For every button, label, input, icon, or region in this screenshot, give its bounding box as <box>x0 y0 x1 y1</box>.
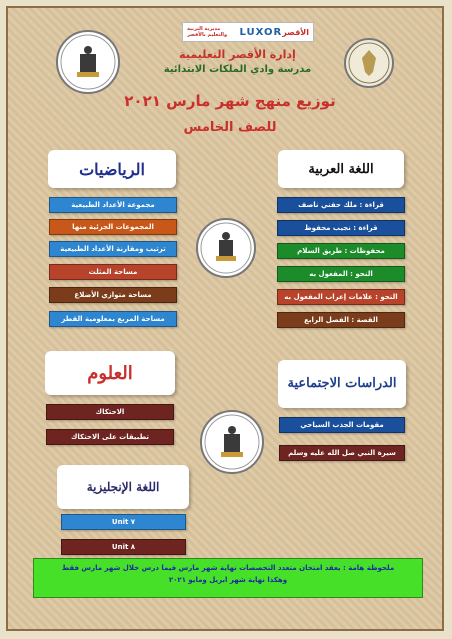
school-logo-center-icon <box>198 220 254 276</box>
science-title-card <box>45 351 175 395</box>
arabic-item-5: النحو : علامات إعراب المفعول به <box>277 289 405 305</box>
science-item-2: تطبيقات على الاحتكاك <box>46 429 174 445</box>
important-note <box>33 558 423 598</box>
math-item-2: المجموعات الجزئية منها <box>49 219 177 235</box>
eagle-emblem-icon <box>346 40 392 86</box>
school-logo-icon <box>58 32 118 92</box>
science-item-1: الاحتكاك <box>46 404 174 420</box>
ministry-emblem <box>344 38 394 88</box>
social-title: الدراسات الاجتماعية <box>287 376 397 391</box>
school-logo-center <box>196 218 256 278</box>
social-item-2: سيرة النبي صل الله عليه وسلم <box>279 445 405 461</box>
grade-subtitle: للصف الخامس <box>183 120 277 135</box>
english-item-1: Unit ٧ <box>61 514 186 530</box>
arabic-item-1: قراءة : ملك حفني ناصف <box>277 197 405 213</box>
directorate-banner <box>182 22 314 42</box>
school-logo <box>56 30 120 94</box>
note-line-1: ملحوظة هامة : يعقد امتحان متعدد التخصصات نهاية شهر مارس فيما درس خلال شهر مارس فقط <box>61 564 395 572</box>
school-logo-lower-icon <box>202 412 262 472</box>
arabic-item-4: النحو : المفعول به <box>277 266 405 282</box>
arabic-title-card <box>278 150 404 188</box>
arabic-item-2: قراءة : نجيب محفوظ <box>277 220 405 236</box>
english-title-card <box>57 465 189 509</box>
science-title: العلوم <box>87 362 133 384</box>
school-logo-lower <box>200 410 264 474</box>
math-item-5: مساحة متوازي الأضلاع <box>49 287 177 303</box>
arabic-item-6: القصة : الفصل الرابع <box>277 312 405 328</box>
social-title-card <box>278 360 406 408</box>
school-name: مدرسة وادي الملكات الابتدائية <box>163 64 312 75</box>
math-title: الرياضيات <box>79 159 145 179</box>
administration-name: إدارة الأقصر التعليمية <box>179 48 296 61</box>
directorate-banner-ar: الأقصر <box>282 27 309 37</box>
math-title-card <box>48 150 176 188</box>
arabic-item-3: محفوظات : طريق السلام <box>277 243 405 259</box>
page-title: توزيع منهج شهر مارس ٢٠٢١ <box>124 92 336 110</box>
math-item-1: مجموعة الأعداد الطبيعية <box>49 197 177 213</box>
math-item-3: ترتيب ومقارنة الأعداد الطبيعية <box>49 241 177 257</box>
directorate-banner-en: LUXOR <box>239 26 283 38</box>
english-title: اللغة الإنجليزية <box>86 479 160 494</box>
social-item-1: مقومات الجذب السياحي <box>279 417 405 433</box>
arabic-title: اللغة العربية <box>308 161 374 177</box>
english-item-2: Unit ٨ <box>61 539 186 555</box>
math-item-6: مساحة المربع بمعلومية القطر <box>49 311 177 327</box>
note-line-2: وهكذا نهاية شهر ابريل ومايو ٢٠٢١ <box>168 576 288 584</box>
directorate-banner-small: مديرية التربية والتعليم بالأقصر <box>187 26 228 38</box>
math-item-4: مساحة المثلث <box>49 264 177 280</box>
